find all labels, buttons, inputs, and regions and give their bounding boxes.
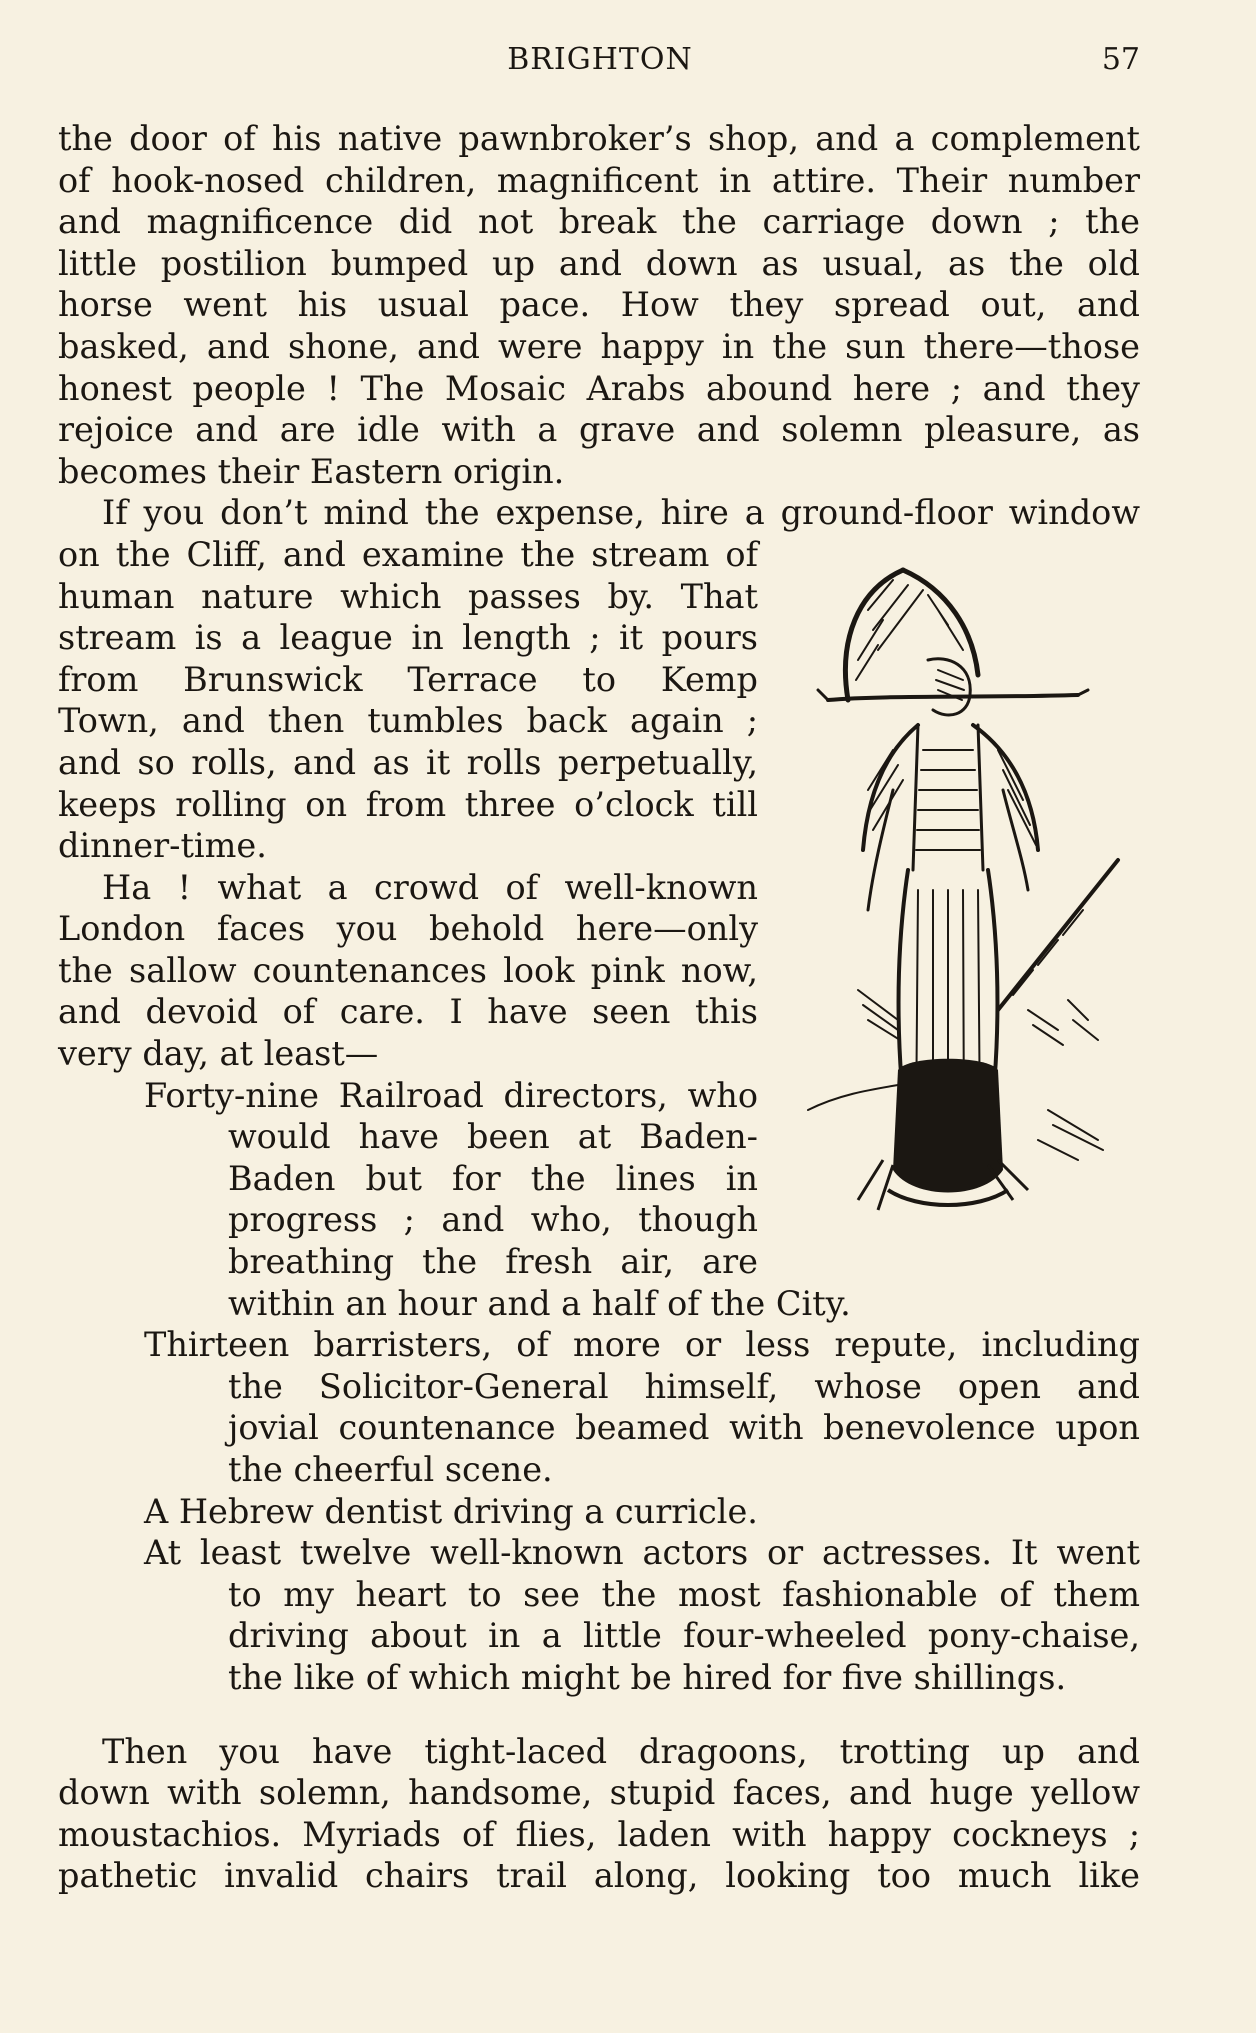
text-line: rejoice and are idle with a grave and solemn pleasure, as (58, 410, 1140, 450)
list-item-line: within an hour and a half of the City. (228, 1283, 851, 1323)
paragraph-4 (58, 1731, 1140, 1897)
text-line: Then you have tight-laced dragoons, trotting up and (102, 1731, 1140, 1771)
list-item-line: the cheerful scene. (228, 1450, 553, 1489)
text-line: basked, and shone, and were happy in the sun there—those (58, 326, 1140, 366)
list-part-2 (58, 1283, 1140, 1699)
text-line: honest people ! The Mosaic Arabs abound here ; and they (58, 368, 1140, 408)
list-item-line: Forty-nine Railroad directors, who (144, 1075, 758, 1115)
text-line: moustachios. Myriads of flies, laden with happy cockneys ; (58, 1814, 1140, 1854)
text-line: stream is a league in length ; it pours (58, 618, 758, 658)
text-line: on the Cliff, and examine the stream of (58, 534, 758, 574)
text-line: from Brunswick Terrace to Kemp (58, 659, 758, 699)
list-item-line: At least twelve well-known actors or actresses. It went (144, 1533, 1140, 1573)
woodcut-figure-illustration (798, 550, 1128, 1270)
list-item-line: jovial countenance beamed with benevolence upon (228, 1408, 1140, 1448)
text-line: dinner-time. (58, 826, 267, 866)
text-line: the door of his native pawnbroker’s shop, and a complement (58, 119, 1140, 158)
page-number: 57 (1101, 42, 1140, 77)
text-line: pathetic invalid chairs trail along, looking too much like (58, 1856, 1140, 1896)
list-item-line: Thirteen barristers, of more or less repute, including (144, 1325, 1140, 1365)
text-line: human nature which passes by. That (58, 576, 758, 616)
list-item-line: driving about in a little four-wheeled pony-chaise, (228, 1616, 1140, 1656)
list-item-line: would have been at Baden- (228, 1117, 758, 1157)
text-line: very day, at least— (58, 1034, 379, 1074)
list-item-line: the like of which might be hired for five shillings. (228, 1657, 1067, 1697)
list-item-line: A Hebrew dentist driving a curricle. (144, 1491, 758, 1531)
text-line: and devoid of care. I have seen this (58, 992, 758, 1032)
list-item-line: to my heart to see the most fashionable of them (228, 1574, 1140, 1614)
paragraph-1 (58, 118, 1140, 492)
text-line: becomes their Eastern origin. (58, 451, 565, 491)
text-line: London faces you behold here—only (58, 909, 758, 949)
list-item-line: breathing the fresh air, are (228, 1242, 758, 1282)
running-header (60, 42, 1140, 82)
text-line: Town, and then tumbles back again ; (58, 701, 758, 741)
text-line: If you don’t mind the expense, hire a ground-floor window (102, 493, 1140, 533)
list-item-line: progress ; and who, though (228, 1200, 758, 1240)
text-line: the sallow countenances look pink now, (58, 950, 758, 990)
text-line: of hook-nosed children, magnificent in attire. Their number (58, 160, 1140, 200)
text-line: keeps rolling on from three o’clock till (58, 784, 758, 824)
text-line: horse went his usual pace. How they spread out, and (58, 285, 1140, 325)
running-title: BRIGHTON (507, 42, 693, 77)
text-line: and so rolls, and as it rolls perpetually, (58, 742, 758, 782)
text-line: Ha ! what a crowd of well-known (102, 867, 758, 907)
list-item-line: Baden but for the lines in (228, 1158, 758, 1198)
text-line: and magnificence did not break the carriage down ; the (58, 202, 1140, 242)
text-line: down with solemn, handsome, stupid faces, and huge yellow (58, 1773, 1140, 1813)
list-item-line: the Solicitor-General himself, whose open and (228, 1366, 1140, 1406)
text-line: little postilion bumped up and down as usual, as the old (58, 243, 1140, 283)
